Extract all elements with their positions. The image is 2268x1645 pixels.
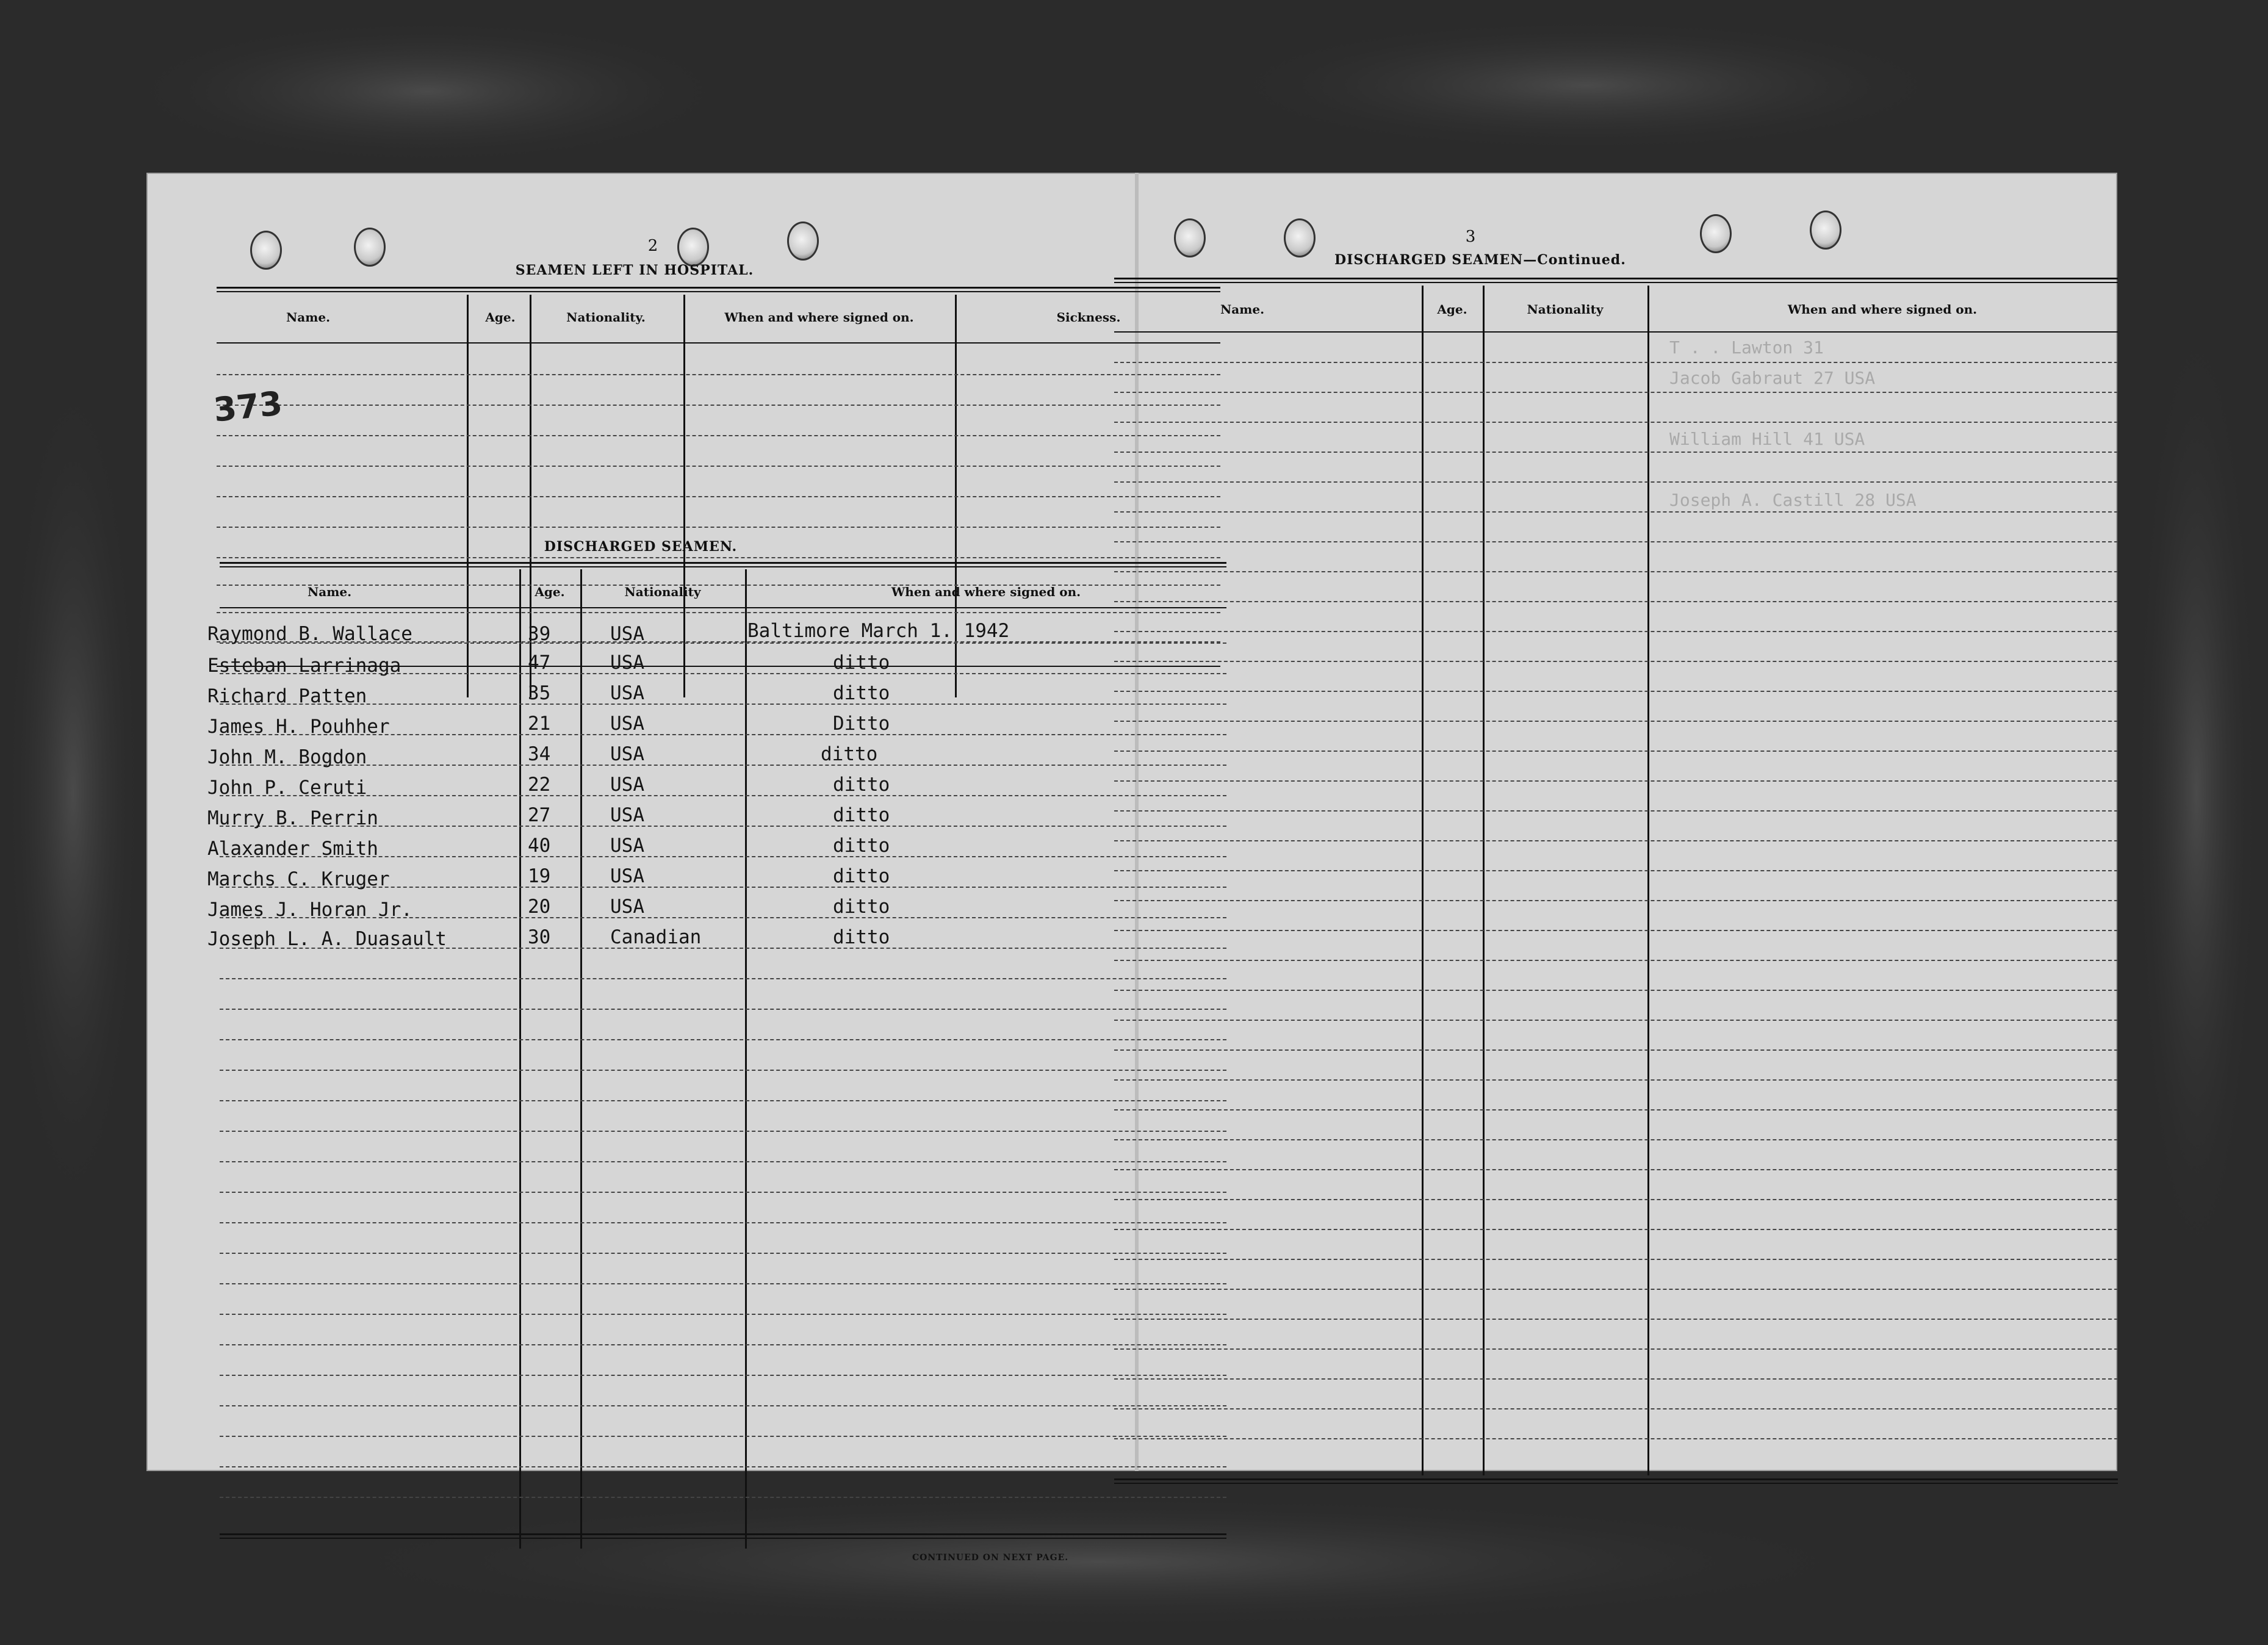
ruled-line xyxy=(1114,751,2118,752)
seaman-nationality: USA xyxy=(610,743,644,765)
ruled-line xyxy=(1114,1109,2118,1110)
column-header-nationality: Nationality xyxy=(1527,302,1604,317)
seaman-signed-on: ditto xyxy=(833,804,890,826)
column-header-name: Name. xyxy=(307,585,352,599)
ruled-line xyxy=(217,374,1220,375)
header-underline xyxy=(220,607,1226,608)
ruled-line xyxy=(220,1070,1226,1071)
ruled-line xyxy=(220,1283,1226,1284)
seaman-name: James H. Pouhher xyxy=(207,716,390,738)
seaman-name: Marchs C. Kruger xyxy=(207,868,390,890)
ruled-line xyxy=(220,795,1226,796)
bleed-through-text: Joseph A. Castill 28 USA xyxy=(1669,490,1917,510)
ruled-line xyxy=(220,704,1226,705)
ruled-line xyxy=(1114,511,2118,513)
column-header-nationality: Nationality xyxy=(624,585,701,599)
ruled-line xyxy=(220,1405,1226,1406)
ruled-line xyxy=(1114,571,2118,572)
ruled-line xyxy=(217,405,1220,406)
column-header-signed-on: When and where signed on. xyxy=(1787,302,1978,317)
seaman-name: Alaxander Smith xyxy=(207,838,378,860)
seaman-age: 22 xyxy=(528,774,551,796)
seaman-age: 27 xyxy=(528,804,551,826)
ruled-line xyxy=(217,435,1220,436)
seaman-signed-on: ditto xyxy=(833,865,890,887)
column-divider xyxy=(1422,286,1424,1475)
punch-hole xyxy=(354,228,386,267)
right-page xyxy=(1139,173,2117,1471)
column-header-nationality: Nationality. xyxy=(566,310,646,325)
column-header-name: Name. xyxy=(286,310,331,325)
ruled-line xyxy=(1114,452,2118,453)
ruled-line xyxy=(220,1131,1226,1132)
seaman-nationality: USA xyxy=(610,896,644,918)
punch-hole xyxy=(250,231,282,270)
ruled-line xyxy=(1114,601,2118,602)
bleed-through-text: William Hill 41 USA xyxy=(1669,429,1865,449)
double-rule xyxy=(220,562,1226,567)
seaman-signed-on: ditto xyxy=(821,743,878,765)
ruled-line xyxy=(1114,481,2118,483)
ruled-line xyxy=(217,496,1220,497)
punch-hole xyxy=(1174,218,1206,257)
ruled-line xyxy=(1114,1049,2118,1051)
seaman-name: John M. Bogdon xyxy=(207,746,367,768)
seaman-name: John P. Ceruti xyxy=(207,777,367,799)
seaman-nationality: USA xyxy=(610,623,644,645)
ruled-line xyxy=(220,1253,1226,1254)
continued-footer: CONTINUED ON NEXT PAGE. xyxy=(912,1553,1069,1563)
punch-hole xyxy=(1810,211,1841,250)
column-divider xyxy=(519,569,521,1549)
punch-hole xyxy=(677,228,709,267)
seaman-signed-on: Ditto xyxy=(833,713,890,735)
ruled-line xyxy=(1114,541,2118,542)
ruled-line xyxy=(1114,362,2118,363)
ruled-line xyxy=(1114,960,2118,961)
ruled-line xyxy=(1114,661,2118,662)
seaman-nationality: USA xyxy=(610,774,644,796)
ruled-line xyxy=(220,1039,1226,1040)
document-sheet xyxy=(146,173,2117,1563)
seaman-nationality: USA xyxy=(610,835,644,857)
column-header-name: Name. xyxy=(1220,302,1265,317)
header-underline xyxy=(217,342,1220,344)
seaman-name: Esteban Larrinaga xyxy=(207,655,401,677)
ruled-line xyxy=(220,1009,1226,1010)
ruled-line xyxy=(220,1314,1226,1315)
seaman-age: 39 xyxy=(528,623,551,645)
ruled-line xyxy=(1114,1169,2118,1170)
ruled-line xyxy=(217,557,1220,558)
ruled-line xyxy=(220,1466,1226,1467)
ruled-line xyxy=(1114,1378,2118,1380)
double-rule xyxy=(220,1533,1226,1539)
discharged-continued-title: DISCHARGED SEAMEN—Continued. xyxy=(1334,252,1626,268)
seaman-nationality: Canadian xyxy=(610,926,702,948)
ruled-line xyxy=(220,1497,1226,1498)
ruled-line xyxy=(220,1100,1226,1101)
ruled-line xyxy=(220,1436,1226,1437)
ruled-line xyxy=(217,466,1220,467)
punch-hole xyxy=(1700,214,1732,253)
column-divider xyxy=(1483,286,1485,1475)
seaman-signed-on: ditto xyxy=(833,682,890,704)
ruled-line xyxy=(1114,721,2118,722)
ruled-line xyxy=(1114,1020,2118,1021)
ruled-line xyxy=(1114,810,2118,812)
ruled-line xyxy=(1114,1139,2118,1140)
ruled-line xyxy=(1114,1319,2118,1320)
ruled-line xyxy=(1114,422,2118,423)
ruled-line xyxy=(1114,1438,2118,1439)
seaman-nationality: USA xyxy=(610,713,644,735)
seaman-name: Joseph L. A. Duasault xyxy=(207,928,447,950)
header-underline xyxy=(1114,331,2118,333)
ruled-line xyxy=(1114,1348,2118,1350)
ruled-line xyxy=(1114,1259,2118,1260)
column-divider xyxy=(580,569,582,1549)
ruled-line xyxy=(220,1222,1226,1223)
ruled-line xyxy=(220,1375,1226,1376)
ruled-line xyxy=(1114,1229,2118,1230)
ruled-line xyxy=(1114,900,2118,901)
left-page xyxy=(146,173,1135,1563)
ruled-line xyxy=(1114,1408,2118,1409)
seaman-age: 19 xyxy=(528,865,551,887)
ruled-line xyxy=(1114,392,2118,393)
double-rule xyxy=(217,287,1220,292)
column-header-age: Age. xyxy=(1437,302,1467,317)
hospital-section-title: SEAMEN LEFT IN HOSPITAL. xyxy=(515,262,754,278)
ruled-line xyxy=(220,1161,1226,1162)
seaman-signed-on: ditto xyxy=(833,774,890,796)
ruled-line xyxy=(217,612,1220,613)
column-header-age: Age. xyxy=(535,585,565,599)
bleed-through-text: Jacob Gabraut 27 USA xyxy=(1669,368,1876,388)
punch-hole xyxy=(787,221,819,261)
seaman-signed-on: ditto xyxy=(833,652,890,674)
page-number: 3 xyxy=(1465,228,1476,246)
column-header-signed-on: When and where signed on. xyxy=(724,310,914,325)
seaman-age: 20 xyxy=(528,896,551,918)
seaman-name: Murry B. Perrin xyxy=(207,807,378,829)
double-rule xyxy=(1114,1478,2118,1484)
ruled-line xyxy=(1114,930,2118,931)
ruled-line xyxy=(1114,631,2118,632)
ruled-line xyxy=(220,1192,1226,1193)
ruled-line xyxy=(220,1344,1226,1345)
seaman-age: 40 xyxy=(528,835,551,857)
seaman-age: 30 xyxy=(528,926,551,948)
seaman-nationality: USA xyxy=(610,804,644,826)
ruled-line xyxy=(1114,870,2118,871)
seaman-signed-on: ditto xyxy=(833,835,890,857)
seaman-nationality: USA xyxy=(610,865,644,887)
seaman-age: 21 xyxy=(528,713,551,735)
page-number: 2 xyxy=(647,237,658,255)
double-rule xyxy=(1114,278,2118,283)
ruled-line xyxy=(1114,1199,2118,1200)
seaman-name: Richard Patten xyxy=(207,685,367,707)
seaman-nationality: USA xyxy=(610,682,644,704)
seaman-signed-on: ditto xyxy=(833,926,890,948)
ruled-line xyxy=(1114,990,2118,991)
seaman-signed-on: Baltimore March 1. 1942 xyxy=(747,620,1010,642)
column-header-sickness: Sickness. xyxy=(1056,310,1121,325)
discharged-section-title: DISCHARGED SEAMEN. xyxy=(544,539,738,555)
seaman-nationality: USA xyxy=(610,652,644,674)
seaman-name: Raymond B. Wallace xyxy=(207,623,412,645)
column-divider xyxy=(1647,286,1649,1475)
ruled-line xyxy=(1114,1079,2118,1081)
ruled-line xyxy=(1114,840,2118,841)
seaman-age: 34 xyxy=(528,743,551,765)
ruled-line xyxy=(220,978,1226,979)
bleed-through-text: T . . Lawton 31 xyxy=(1669,337,1824,358)
ruled-line xyxy=(220,765,1226,766)
seaman-age: 35 xyxy=(528,682,551,704)
column-header-age: Age. xyxy=(485,310,516,325)
seaman-age: 47 xyxy=(528,652,551,674)
seaman-signed-on: ditto xyxy=(833,896,890,918)
column-divider xyxy=(745,569,747,1549)
ruled-line xyxy=(1114,1289,2118,1290)
ruled-line xyxy=(1114,780,2118,782)
ruled-line xyxy=(1114,691,2118,692)
pencil-margin-note: 373 xyxy=(212,384,284,430)
seaman-name: James J. Horan Jr. xyxy=(207,899,412,921)
column-header-signed-on: When and where signed on. xyxy=(891,585,1081,599)
ruled-line xyxy=(217,527,1220,528)
